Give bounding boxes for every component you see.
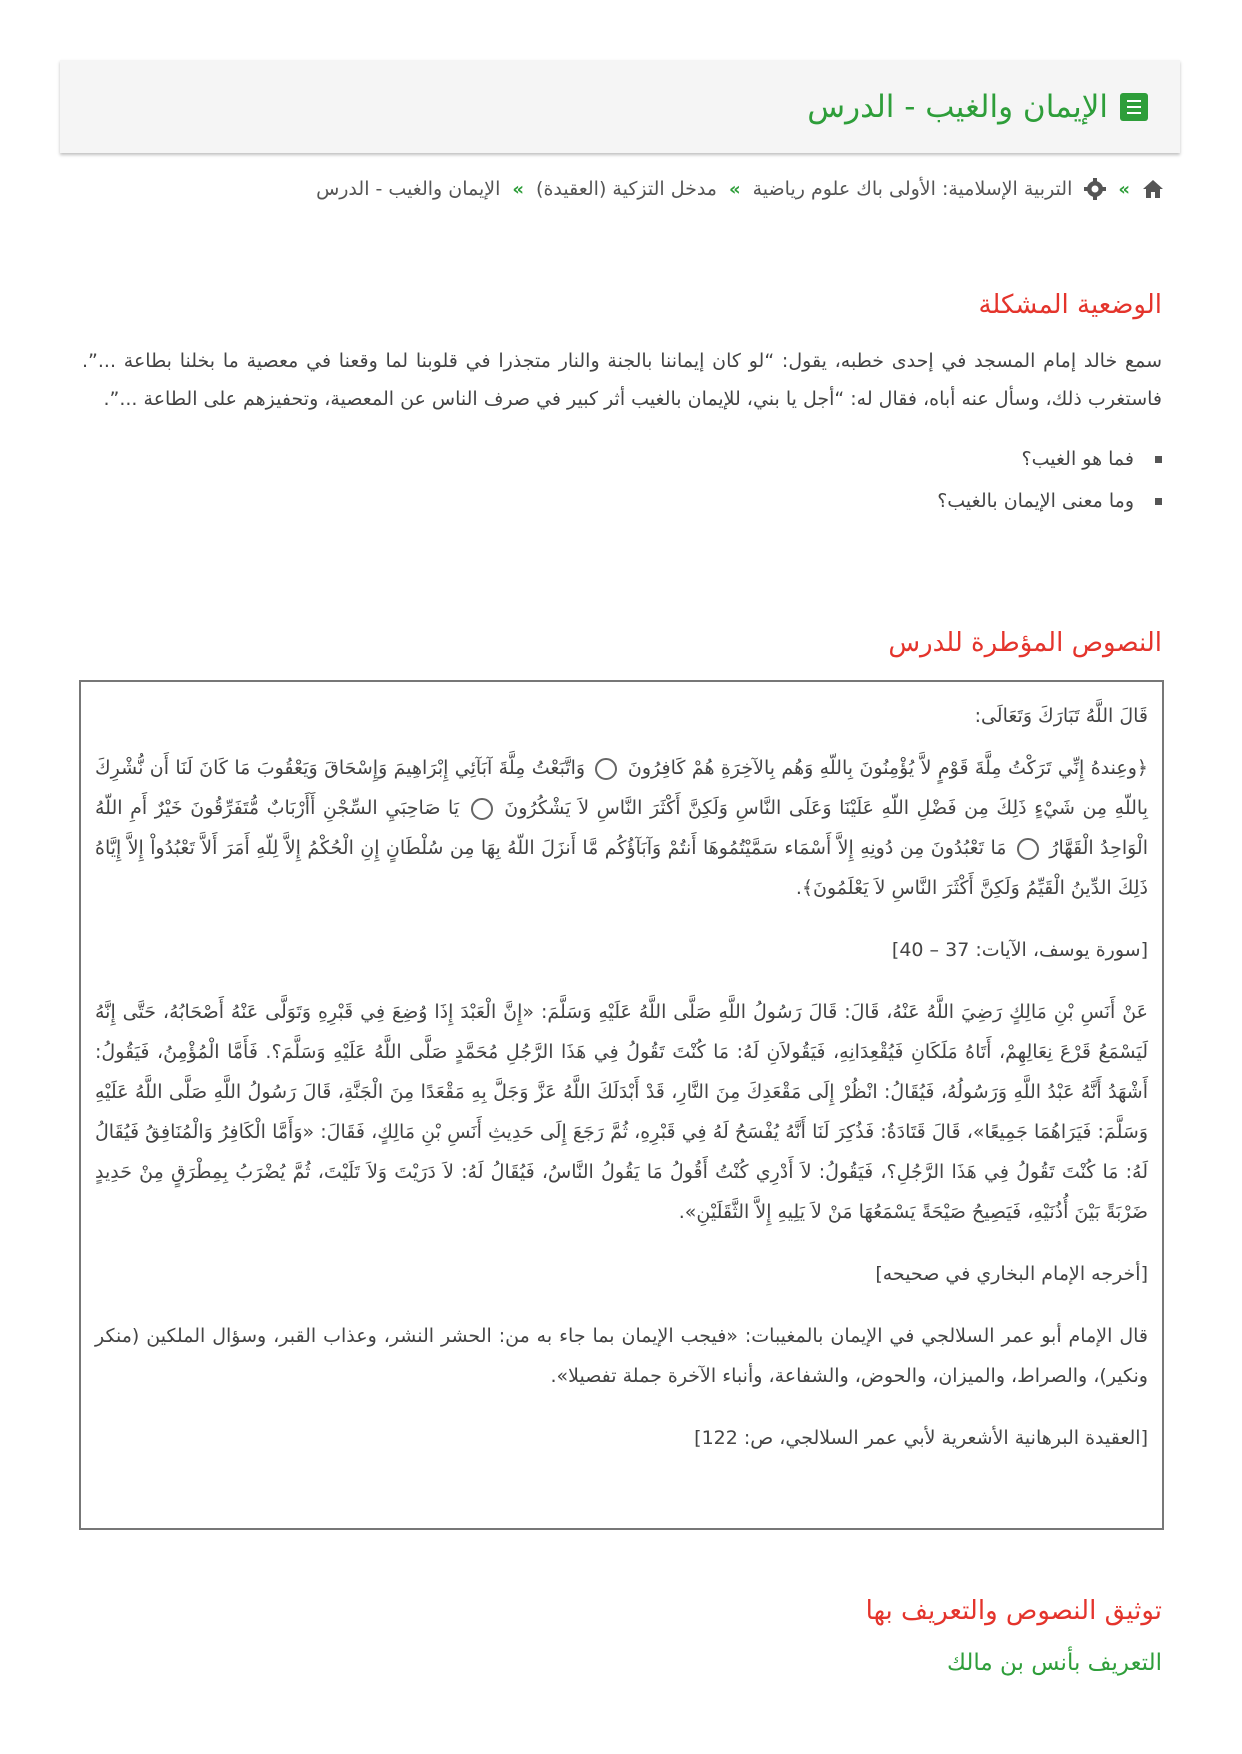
problem-paragraph: سمع خالد إمام المسجد في إحدى خطبه، يقول: “لو كان إيماننا بالجنة والنار متجذرا في قلوبنا لما وقعنا في معصية ما بخلنا بطاعة ...”. فاستغرب ذلك، وسأل عنه أباه، فقال له: “أجل يا بني، للإيمان بالغيب أثر كبير في صرف الناس عن المعصية، وتحفيزهم على الطاعة ...”. [82, 350, 1162, 410]
documentation-title: توثيق النصوص والتعريف بها [865, 1596, 1162, 1626]
scholar-quote: قال الإمام أبو عمر السلالجي في الإيمان بالمغيبات: «فيجب الإيمان بما جاء به من: الحشر النشر، وعذاب القبر، وسؤال الملكين (منكر ونكير)، والصراط، والميزان، والحوض، والشفاعة، وأنباء الآخرة جملة تفصيلا». [95, 1325, 1148, 1387]
page-header [60, 60, 1180, 153]
breadcrumb-item-subject[interactable]: التربية الإسلامية: الأولى باك علوم رياضية [752, 178, 1073, 200]
document-icon [1120, 93, 1148, 121]
quote-reference: [العقيدة البرهانية الأشعرية لأبي عمر السلالجي، ص: 122] [694, 1427, 1148, 1449]
verse-part: وَاتَّبَعْتُ مِلَّةَ آبَآئِي إِبْرَاهِيمَ وَإِسْحَاقَ وَيَعْقُوبَ مَا كَانَ لَنَا أَن نُّشْرِكَ بِاللّهِ مِن شَيْءٍ ذَلِكَ مِن فَضْلِ اللّهِ عَلَيْنَا وَعَلَى النَّاسِ وَلَكِنَّ أَكْثَرَ النَّاسِ لاَ يَشْكُرُونَ [95, 757, 1148, 819]
anas-subtitle: التعريف بأنس بن مالك [946, 1650, 1162, 1676]
breadcrumb-separator: » [728, 178, 741, 200]
aya-separator-icon [1017, 838, 1039, 860]
verse-part: مَا تَعْبُدُونَ مِن دُونِهِ إِلاَّ أَسْمَاء سَمَّيْتُمُوهَا أَنتُمْ وَآبَآؤُكُم مَّا أَنزَلَ اللّهُ بِهَا مِن سُلْطَانٍ إِنِ الْحُكْمُ إِلاَّ لِلّهِ أَمَرَ أَلاَّ تَعْبُدُواْ إِلاَّ إِيَّاهُ ذَلِكَ الدِّينُ الْقَيِّمُ وَلَكِنَّ أَكْثَرَ النَّاسِ لاَ يَعْلَمُونَ﴾. [95, 837, 1148, 899]
gear-icon [1084, 178, 1106, 200]
question-list [82, 438, 1162, 522]
breadcrumb [62, 178, 1182, 200]
verse-part: ﴿وعِندهُ إِنِّي تَرَكْتُ مِلَّةَ قَوْمٍ لاَّ يُؤْمِنُونَ بِاللّهِ وَهُم بِالآخِرَةِ هُمْ كَافِرُونَ [627, 757, 1149, 779]
aya-separator-icon [595, 758, 617, 780]
breadcrumb-separator: » [1118, 178, 1130, 200]
framed-texts-box [79, 680, 1164, 1530]
verse-part: يَا صَاحِبَيِ السِّجْنِ أَأَرْبَابٌ مُّتَفَرِّقُونَ خَيْرٌ أَمِ اللّهُ الْوَاحِدُ الْقَهَّارُ [95, 797, 1148, 859]
problem-title: الوضعية المشكلة [978, 290, 1162, 320]
home-icon[interactable] [1142, 179, 1164, 199]
list-item: وما معنى الإيمان بالغيب؟ [82, 480, 1162, 522]
breadcrumb-item-unit[interactable]: مدخل التزكية (العقيدة) [536, 178, 717, 200]
texts-title: النصوص المؤطرة للدرس [888, 628, 1162, 658]
hadith-text: عَنْ أَنَسِ بْنِ مَالِكٍ رَضِيَ اللَّهُ عَنْهُ، قَالَ: قَالَ رَسُولُ اللَّهِ صَلَّى اللَّهُ عَلَيْهِ وَسَلَّمَ: «إِنَّ الْعَبْدَ إِذَا وُضِعَ فِي قَبْرِهِ وَتَوَلَّى عَنْهُ أَصْحَابُهُ، حَتَّى إِنَّهُ لَيَسْمَعُ قَرْعَ نِعَالِهِمْ، أَتَاهُ مَلَكَانِ فَيُقْعِدَانِهِ، فَيَقُولاَنِ لَهُ: مَا كُنْتَ تَقُولُ فِي هَذَا الرَّجُلِ مُحَمَّدٍ صَلَّى اللَّهُ عَلَيْهِ وَسَلَّمَ؟. فَأَمَّا الْمُؤْمِنُ، فَيَقُولُ: أَشْهَدُ أَنَّهُ عَبْدُ اللَّهِ وَرَسُولُهُ، فَيُقَالُ: انْظُرْ إِلَى مَقْعَدِكَ مِنَ النَّارِ، قَدْ أَبْدَلَكَ اللَّهُ عَزَّ وَجَلَّ بِهِ مَقْعَدًا مِنَ الْجَنَّةِ، قَالَ رَسُولُ اللَّهِ صَلَّى اللَّهُ عَلَيْهِ وَسَلَّمَ: فَيَرَاهُمَا جَمِيعًا»، قَالَ قَتَادَةُ: فَذُكِرَ لَنَا أَنَّهُ يُفْسَحُ لَهُ فِي قَبْرِهِ، ثُمَّ رَجَعَ إِلَى حَدِيثِ أَنَسِ بْنِ مَالِكٍ، فَقَالَ: «وَأَمَّا الْكَافِرُ وَالْمُنَافِقُ فَيُقَالُ لَهُ: مَا كُنْتَ تَقُولُ فِي هَذَا الرَّجُلِ؟، فَيَقُولُ: لاَ أَدْرِي كُنْتُ أَقُولُ مَا يَقُولُ النَّاسُ، فَيُقَالُ لَهُ: لاَ دَرَيْتَ وَلاَ تَلَيْتَ، ثُمَّ يُضْرَبُ بِمِطْرَقٍ مِنْ حَدِيدٍ ضَرْبَةً بَيْنَ أُذُنَيْهِ، فَيَصِيحُ صَيْحَةً يَسْمَعُهَا مَنْ لاَ يَلِيهِ إِلاَّ الثَّقَلَيْنِ». [95, 1001, 1148, 1223]
verse-intro: قَالَ اللَّهُ تَبَارَكَ وَتَعَالَى: [974, 705, 1148, 727]
verse-reference: [سورة يوسف، الآيات: 37 – 40] [891, 939, 1148, 961]
aya-separator-icon [471, 798, 493, 820]
problem-section [82, 290, 1162, 522]
breadcrumb-item-current: الإيمان والغيب - الدرس [316, 178, 501, 200]
page-title: الإيمان والغيب - الدرس [807, 88, 1108, 125]
hadith-reference: [أخرجه الإمام البخاري في صحيحه] [875, 1263, 1148, 1285]
quran-verse [95, 748, 1148, 908]
breadcrumb-separator: » [512, 178, 525, 200]
list-item: فما هو الغيب؟ [82, 438, 1162, 480]
